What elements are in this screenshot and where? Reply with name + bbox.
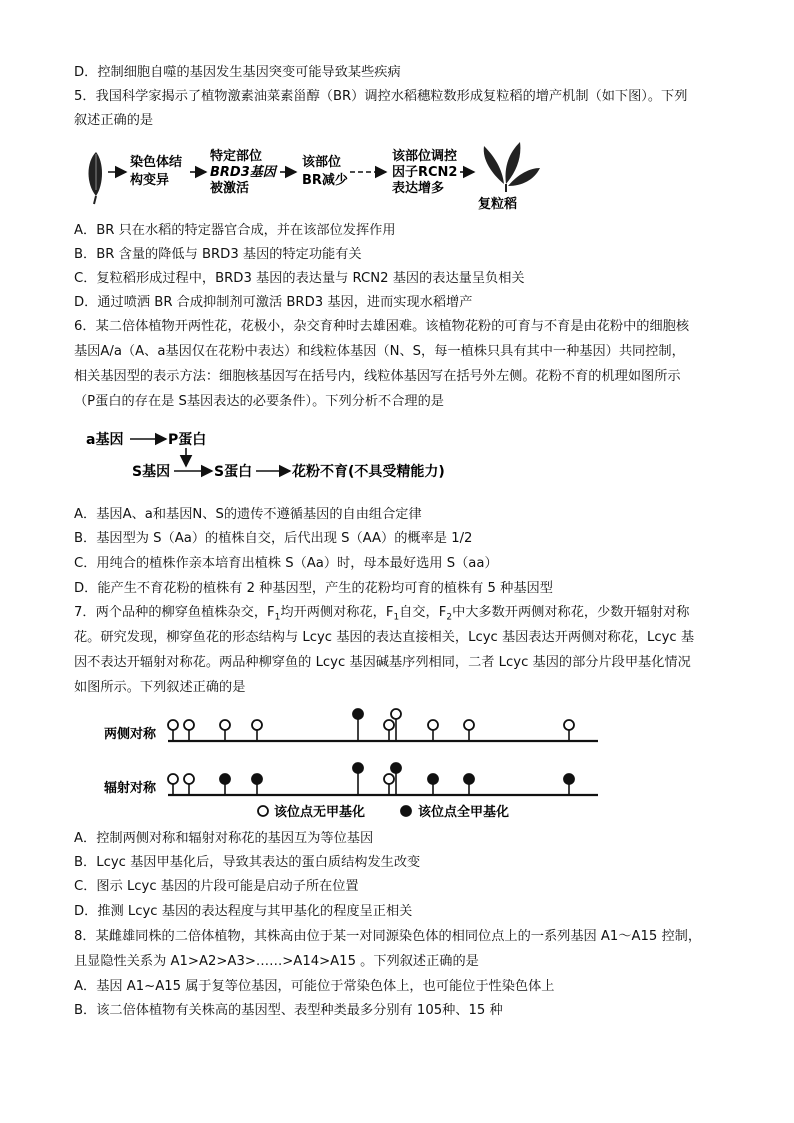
unmethylated-site-marker (220, 720, 230, 730)
q6-option-b: B．基因型为 S（Aa）的植株自交，后代出现 S（AA）的概率是 1/2 (74, 531, 473, 546)
methylated-site-marker (353, 709, 363, 719)
methylated-site-marker (391, 763, 401, 773)
q6-option-a: A．基因A、a和基因N、S的遗传不遵循基因的自由组合定律 (74, 507, 422, 522)
methylated-site-marker (252, 774, 262, 784)
q8-stem-line1: 8．某雌雄同株的二倍体植物，其株高由位于某一对同源染色体的相同位点上的一系列基因 A1～A15 控制， (74, 929, 702, 944)
q8-option-b: B．该二倍体植物有关株高的基因型、表型种类最多分别有 105种、15 种 (74, 1003, 503, 1018)
box2-line2: BRD3基因 (210, 165, 276, 180)
box3-line2: BR减少 (302, 173, 348, 188)
unmethylated-site-marker (391, 709, 401, 719)
box4-line2: 因子RCN2 (392, 165, 458, 180)
q7-option-b: B．Lcyc 基因甲基化后，导致其表达的蛋白质结构发生改变 (74, 855, 421, 870)
methylated-site-marker (220, 774, 230, 784)
p-protein-label: P蛋白 (168, 432, 207, 448)
q6-stem-line4: （P蛋白的存在是 S基因表达的必要条件）。下列分析不合理的是 (74, 394, 444, 409)
methylated-site-marker (353, 763, 363, 773)
q7-stem-line4: 如图所示。下列叙述正确的是 (74, 680, 246, 695)
unmethylated-site-marker (168, 774, 178, 784)
compound-rice-icon (484, 142, 540, 192)
unmethylated-site-marker (168, 720, 178, 730)
methylated-site-marker (428, 774, 438, 784)
q5-option-a: A．BR 只在水稻的特定器官合成，并在该部位发挥作用 (74, 223, 396, 238)
unmethylated-site-marker (384, 720, 394, 730)
q5-stem-line1: 5．我国科学家揭示了植物激素油菜素甾醇（BR）调控水稻穗粒数形成复粒稻的增产机制（如下图）。下列 (74, 89, 688, 104)
box1-line1: 染色体结 (130, 155, 183, 170)
unmethylated-site-marker (252, 720, 262, 730)
methylated-site-marker (564, 774, 574, 784)
unmethylated-site-marker (184, 720, 194, 730)
a-gene-label: a基因 (86, 432, 124, 448)
unmethylated-site-marker (464, 720, 474, 730)
row1-label: 两侧对称 (104, 727, 157, 742)
q6-stem-line1: 6．某二倍体植物开两性花，花极小，杂交育种时去雄困难。该植物花粉的可育与不育是由花粉中的细胞核 (74, 319, 690, 334)
legend-open-label: 该位点无甲基化 (274, 805, 366, 820)
row2-label: 辐射对称 (104, 781, 157, 796)
result-label: 花粉不育(不具受精能力) (292, 464, 445, 480)
q7-option-a: A．控制两侧对称和辐射对称花的基因互为等位基因 (74, 831, 374, 846)
q8-stem-line2: 且显隐性关系为 A1>A2>A3>……>A14>A15 。下列叙述正确的是 (74, 954, 479, 969)
q6-stem-line2: 基因A/a（A、a基因仅在花粉中表达）和线粒体基因（N、S，每一植株只具有其中一种基因）共同控制， (74, 344, 685, 359)
q7-option-d: D．推测 Lcyc 基因的表达程度与其甲基化的程度呈正相关 (74, 904, 413, 919)
box2-line3: 被激活 (210, 181, 250, 196)
q6-option-d: D．能产生不育花粉的植株有 2 种基因型，产生的花粉均可育的植株有 5 种基因型 (74, 581, 553, 596)
box4-line3: 表达增多 (392, 181, 445, 196)
legend-filled-label: 该位点全甲基化 (418, 805, 510, 820)
q7-stem-line2: 花。研究发现，柳穿鱼花的形态结构与 Lcyc 基因的表达直接相关，Lcyc 基因表达开两侧对称花，Lcyc 基 (74, 630, 695, 645)
s-gene-label: S基因 (132, 464, 171, 480)
box4-line1: 该部位调控 (392, 149, 458, 164)
q7-option-c: C．图示 Lcyc 基因的片段可能是启动子所在位置 (74, 879, 359, 894)
q5-option-c: C．复粒稻形成过程中，BRD3 基因的表达量与 RCN2 基因的表达量呈负相关 (74, 271, 525, 286)
q6-stem-line3: 相关基因型的表示方法：细胞核基因写在括号内，线粒体基因写在括号外左侧。花粉不育的机理如图所示 (74, 369, 681, 384)
unmethylated-site-marker (564, 720, 574, 730)
q4-option-d: D．控制细胞自噬的基因发生基因突变可能导致某些疾病 (74, 65, 401, 80)
unmethylated-site-marker (384, 774, 394, 784)
q5-stem-line2: 叙述正确的是 (74, 113, 154, 128)
q7-stem-line1: 7．两个品种的柳穿鱼植株杂交，$F_1$均开两侧对称花，$F_1$自交，$F_2$中大多数开两侧对称花，少数开辐射对称 (74, 605, 690, 623)
rice-grain-icon (89, 152, 103, 204)
q8-option-a: A．基因 A1~A15 属于复等位基因，可能位于常染色体上，也可能位于性染色体上 (74, 979, 555, 994)
box2-line1: 特定部位 (210, 149, 263, 164)
unmethylated-site-marker (428, 720, 438, 730)
box3-line1: 该部位 (302, 155, 342, 170)
s-protein-label: S蛋白 (214, 464, 253, 480)
box1-line2: 构变异 (130, 173, 170, 188)
legend-filled-marker (401, 806, 411, 816)
q5-option-d: D．通过喷洒 BR 合成抑制剂可激活 BRD3 基因，进而实现水稻增产 (74, 295, 473, 310)
q7-methylation-diagram (100, 702, 610, 822)
unmethylated-site-marker (184, 774, 194, 784)
legend-open-marker (258, 806, 268, 816)
q6-option-c: C．用纯合的植株作亲本培育出植株 S（Aa）时，母本最好选用 S（aa） (74, 556, 498, 571)
methylated-site-marker (464, 774, 474, 784)
q5-flow-diagram (74, 138, 544, 214)
q7-stem-line3: 因不表达开辐射对称花。两品种柳穿鱼的 Lcyc 基因碱基序列相同，二者 Lcyc 基因的部分片段甲基化情况 (74, 655, 691, 670)
result-label: 复粒稻 (478, 197, 518, 212)
q6-mechanism-diagram (86, 424, 506, 488)
q5-option-b: B．BR 含量的降低与 BRD3 基因的特定功能有关 (74, 247, 362, 262)
